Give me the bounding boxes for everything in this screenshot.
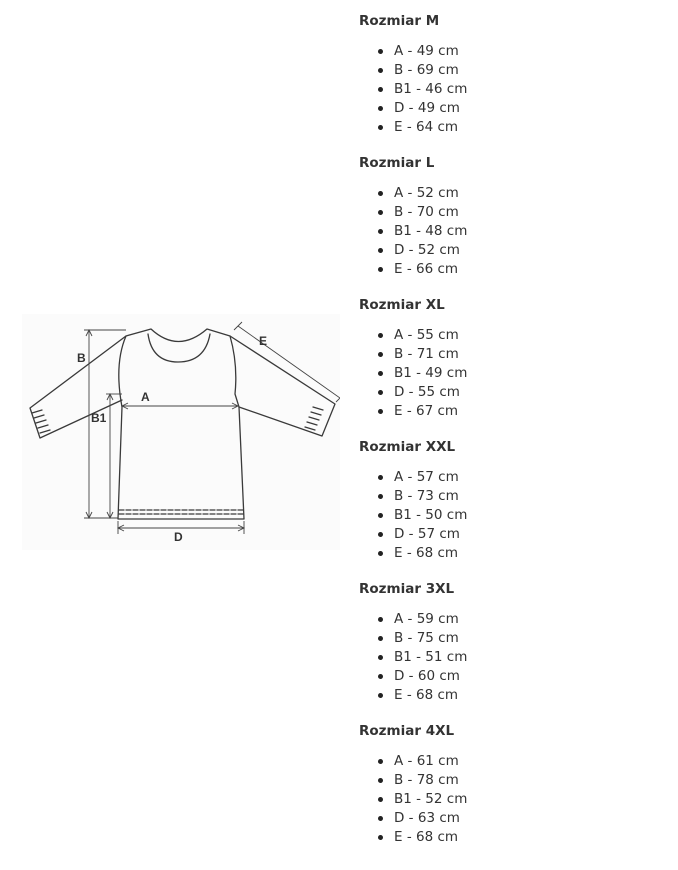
measure-list [359,184,669,279]
size-block-4xl [359,720,669,862]
size-title: Rozmiar L [359,155,435,171]
measure-item: B - 73 cm [359,487,669,506]
measure-item: D - 60 cm [359,667,669,686]
size-title: Rozmiar 4XL [359,723,455,739]
measure-item: A - 52 cm [359,184,669,203]
measure-item: B - 78 cm [359,771,669,790]
size-title: Rozmiar XXL [359,439,456,455]
measure-item: D - 52 cm [359,241,669,260]
measure-item: B - 69 cm [359,61,669,80]
measure-item: B1 - 52 cm [359,790,669,809]
label-d: D [174,530,183,544]
measure-item: B1 - 51 cm [359,648,669,667]
measure-list [359,468,669,563]
measure-item: A - 57 cm [359,468,669,487]
label-b1: B1 [91,411,107,425]
size-title: Rozmiar 3XL [359,581,455,597]
measure-item: D - 55 cm [359,383,669,402]
measure-item: E - 67 cm [359,402,669,421]
measure-item: E - 64 cm [359,118,669,137]
size-title: Rozmiar M [359,13,440,29]
measure-item: A - 59 cm [359,610,669,629]
measure-item: A - 55 cm [359,326,669,345]
label-b: B [77,351,86,365]
measure-list [359,752,669,847]
measure-item: E - 66 cm [359,260,669,279]
measure-list [359,326,669,421]
size-block-xl [359,294,669,436]
measure-item: B1 - 48 cm [359,222,669,241]
measure-item: B1 - 46 cm [359,80,669,99]
size-block-xxl [359,436,669,578]
measure-list [359,42,669,137]
measure-list [359,610,669,705]
measure-item: A - 49 cm [359,42,669,61]
shirt-diagram-svg [22,314,340,550]
measure-item: B - 70 cm [359,203,669,222]
measure-item: D - 57 cm [359,525,669,544]
measure-item: E - 68 cm [359,544,669,563]
size-block-m [359,10,669,152]
size-block-l [359,152,669,294]
size-list [359,10,669,862]
shirt-measurement-diagram [22,314,340,550]
label-a: A [141,390,150,404]
measure-item: E - 68 cm [359,828,669,847]
measure-item: A - 61 cm [359,752,669,771]
measure-item: B1 - 49 cm [359,364,669,383]
measure-item: D - 49 cm [359,99,669,118]
measure-item: B1 - 50 cm [359,506,669,525]
measure-item: D - 63 cm [359,809,669,828]
measure-item: E - 68 cm [359,686,669,705]
measure-item: B - 71 cm [359,345,669,364]
size-block-3xl [359,578,669,720]
label-e: E [259,334,268,348]
measure-item: B - 75 cm [359,629,669,648]
size-title: Rozmiar XL [359,297,445,313]
